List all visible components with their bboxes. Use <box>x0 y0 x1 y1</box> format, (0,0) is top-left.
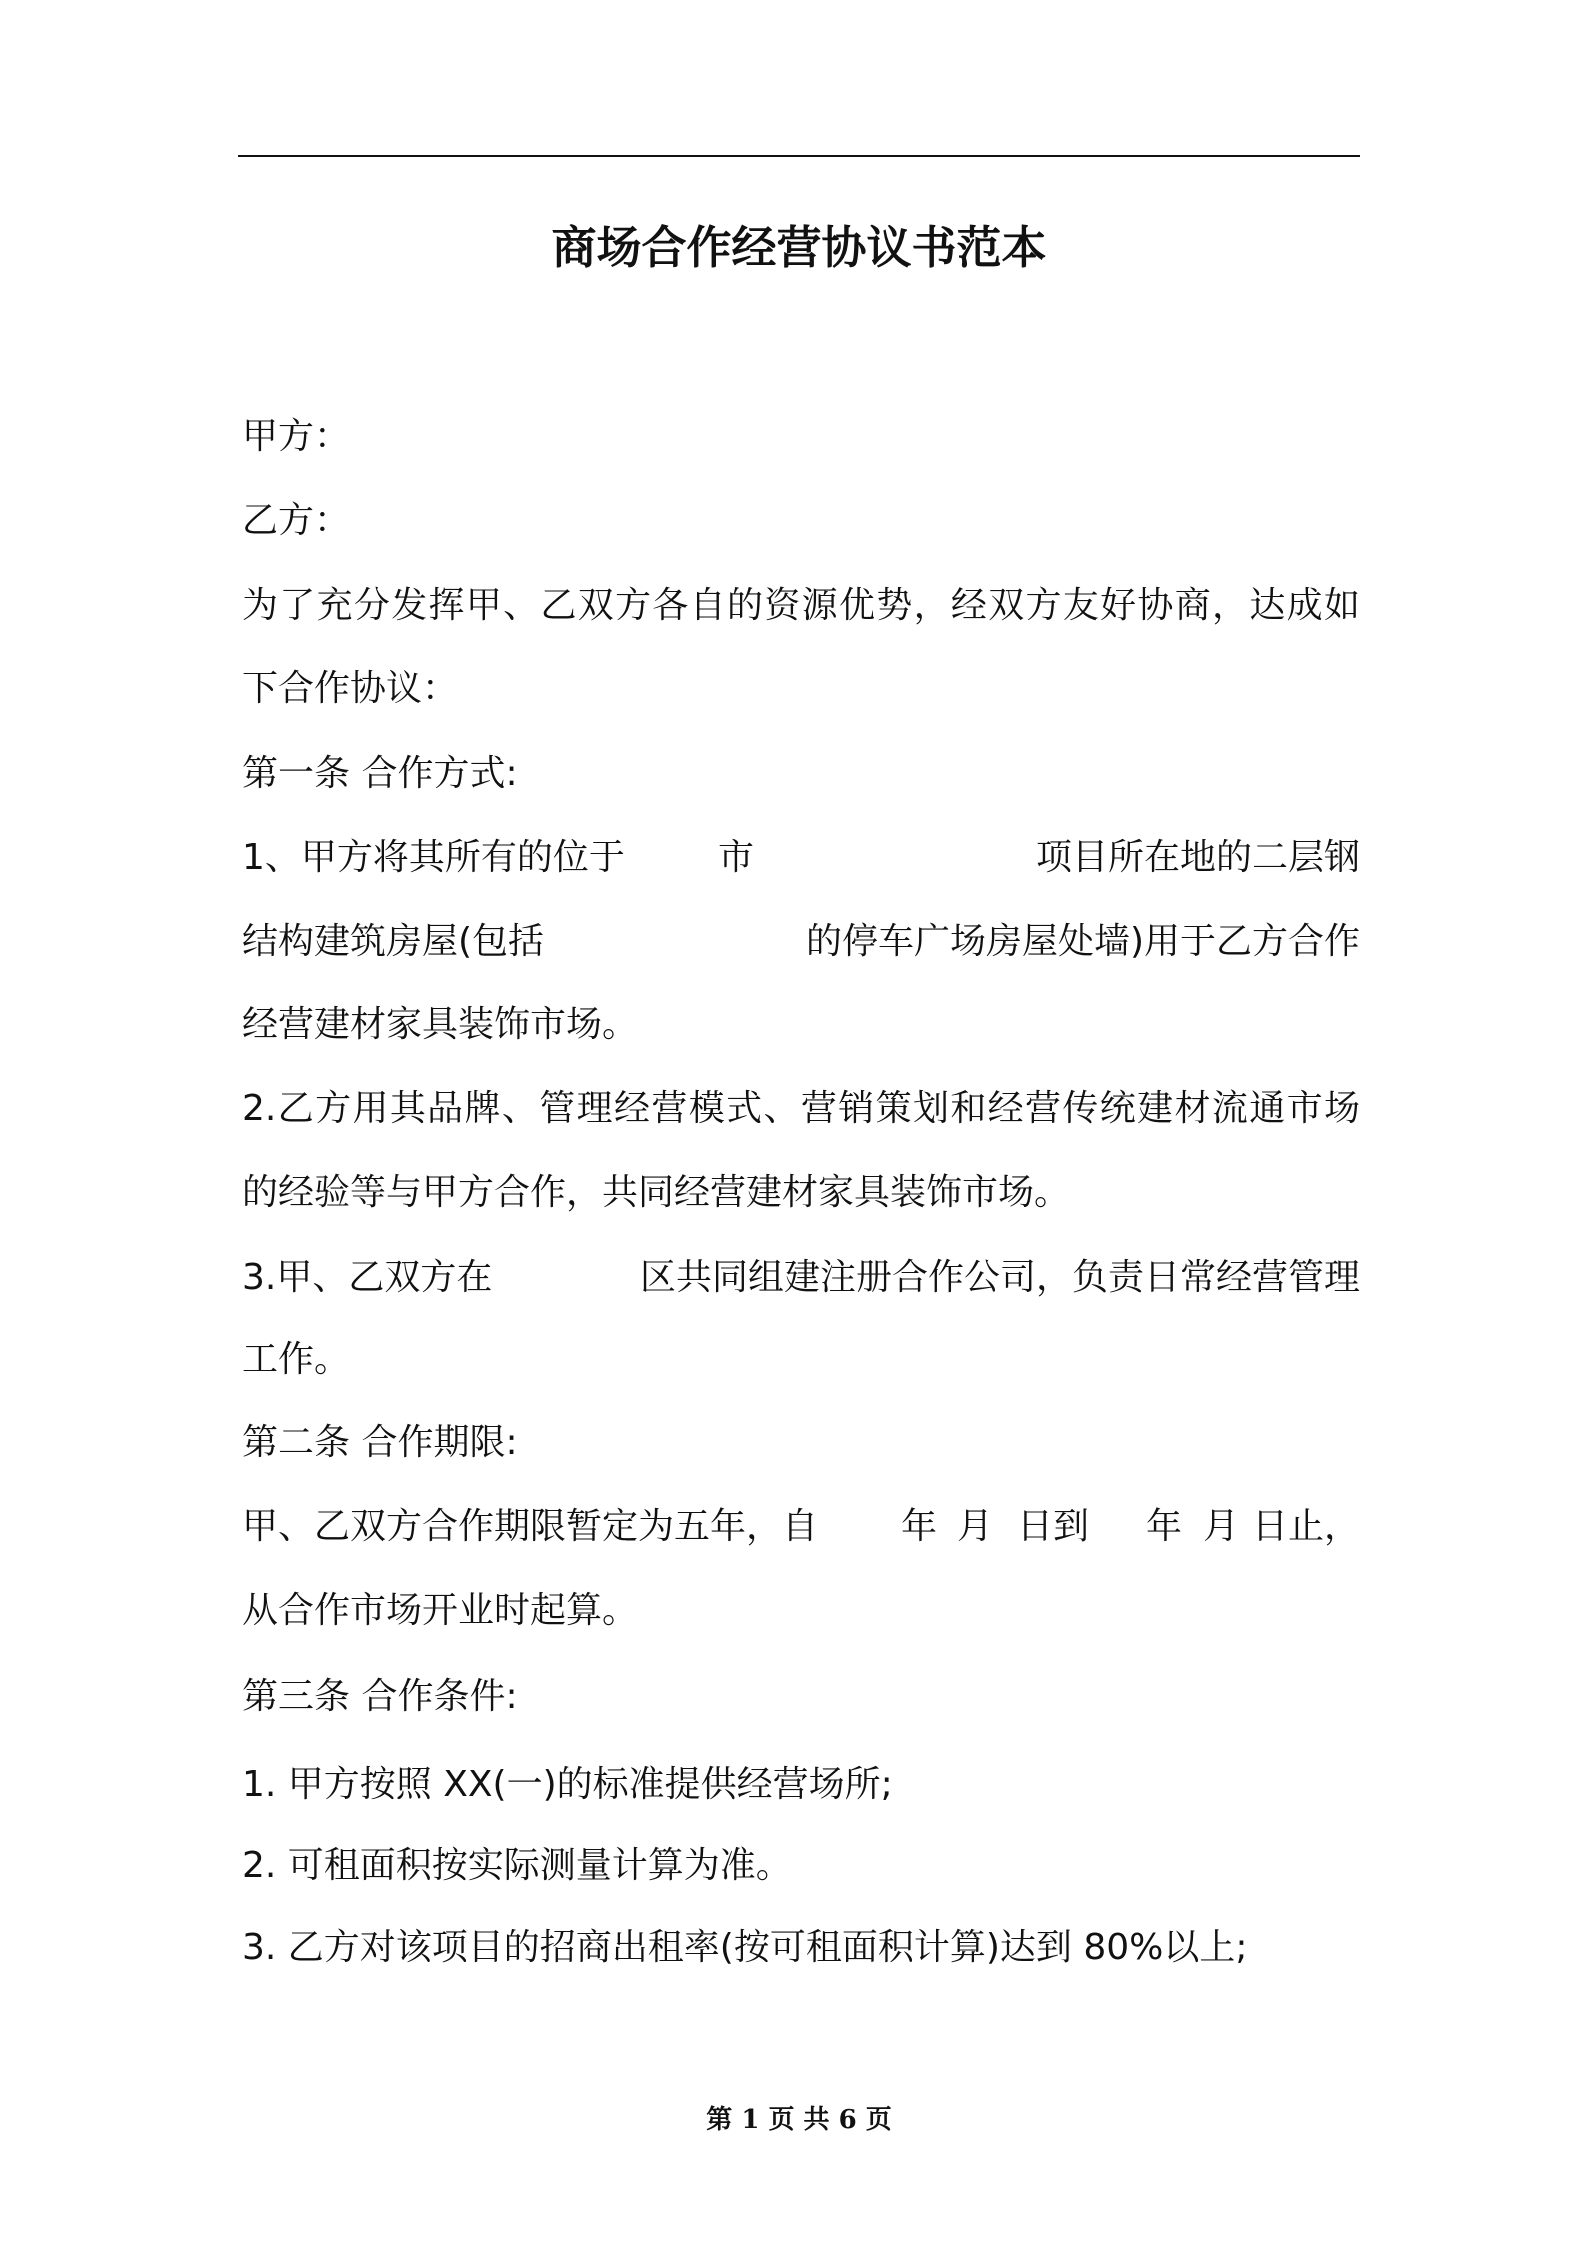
term-segment: 月 <box>957 1506 994 1547</box>
article-2-heading: 第二条 合作期限: <box>242 1422 518 1463</box>
term-segment: 月 <box>1203 1506 1240 1547</box>
term-segment: 年 <box>901 1506 938 1547</box>
clause-2-line: 2.乙方用其品牌、管理经营模式、营销策划和经营传统建材流通市场 <box>242 1088 1360 1129</box>
term-segment: 年 <box>1146 1506 1183 1547</box>
page-number-footer: 第 1 页 共 6 页 <box>706 2105 892 2135</box>
preamble-line: 下合作协议： <box>242 668 459 709</box>
clause-2-line: 的经验等与甲方合作，共同经营建材家具装饰市场。 <box>242 1172 1071 1213</box>
term-line <box>242 1505 1360 1549</box>
term-segment: 日到 <box>1017 1506 1090 1547</box>
condition-item: 1. 甲方按照 XX(一)的标准提供经营场所; <box>242 1764 893 1805</box>
party-b-label: 乙方： <box>242 500 351 541</box>
clause-1-line <box>242 920 1360 964</box>
condition-item: 3. 乙方对该项目的招商出租率(按可租面积计算)达到 80%以上; <box>242 1927 1248 1968</box>
header-rule <box>238 155 1360 157</box>
term-segment: 甲、乙双方合作期限暂定为五年，自 <box>242 1506 819 1547</box>
clause-segment: 市 <box>718 837 755 878</box>
party-a-label: 甲方： <box>242 416 351 457</box>
article-1-heading: 第一条 合作方式: <box>242 753 518 794</box>
preamble-line: 为了充分发挥甲、乙双方各自的资源优势，经双方友好协商，达成如 <box>242 585 1360 626</box>
condition-item: 2. 可租面积按实际测量计算为准。 <box>242 1845 792 1886</box>
clause-segment: 3.甲、乙双方在 <box>242 1257 493 1298</box>
clause-segment: 的停车广场房屋处墙)用于乙方合作 <box>805 921 1360 962</box>
clause-3-line: 工作。 <box>242 1339 351 1380</box>
article-3-heading: 第三条 合作条件: <box>242 1676 518 1717</box>
document-title: 商场合作经营协议书范本 <box>551 221 1047 274</box>
clause-1-line: 经营建材家具装饰市场。 <box>242 1004 639 1045</box>
clause-segment: 项目所在地的二层钢 <box>1035 837 1360 878</box>
clause-segment: 1、甲方将其所有的位于 <box>242 837 625 878</box>
clause-segment: 结构建筑房屋(包括 <box>242 921 545 962</box>
clause-1-line <box>242 836 1360 880</box>
clause-3-line <box>242 1256 1360 1300</box>
clause-segment: 区共同组建注册合作公司，负责日常经营管理 <box>639 1257 1360 1298</box>
term-segment: 日止， <box>1251 1506 1360 1547</box>
term-line: 从合作市场开业时起算。 <box>242 1590 639 1631</box>
